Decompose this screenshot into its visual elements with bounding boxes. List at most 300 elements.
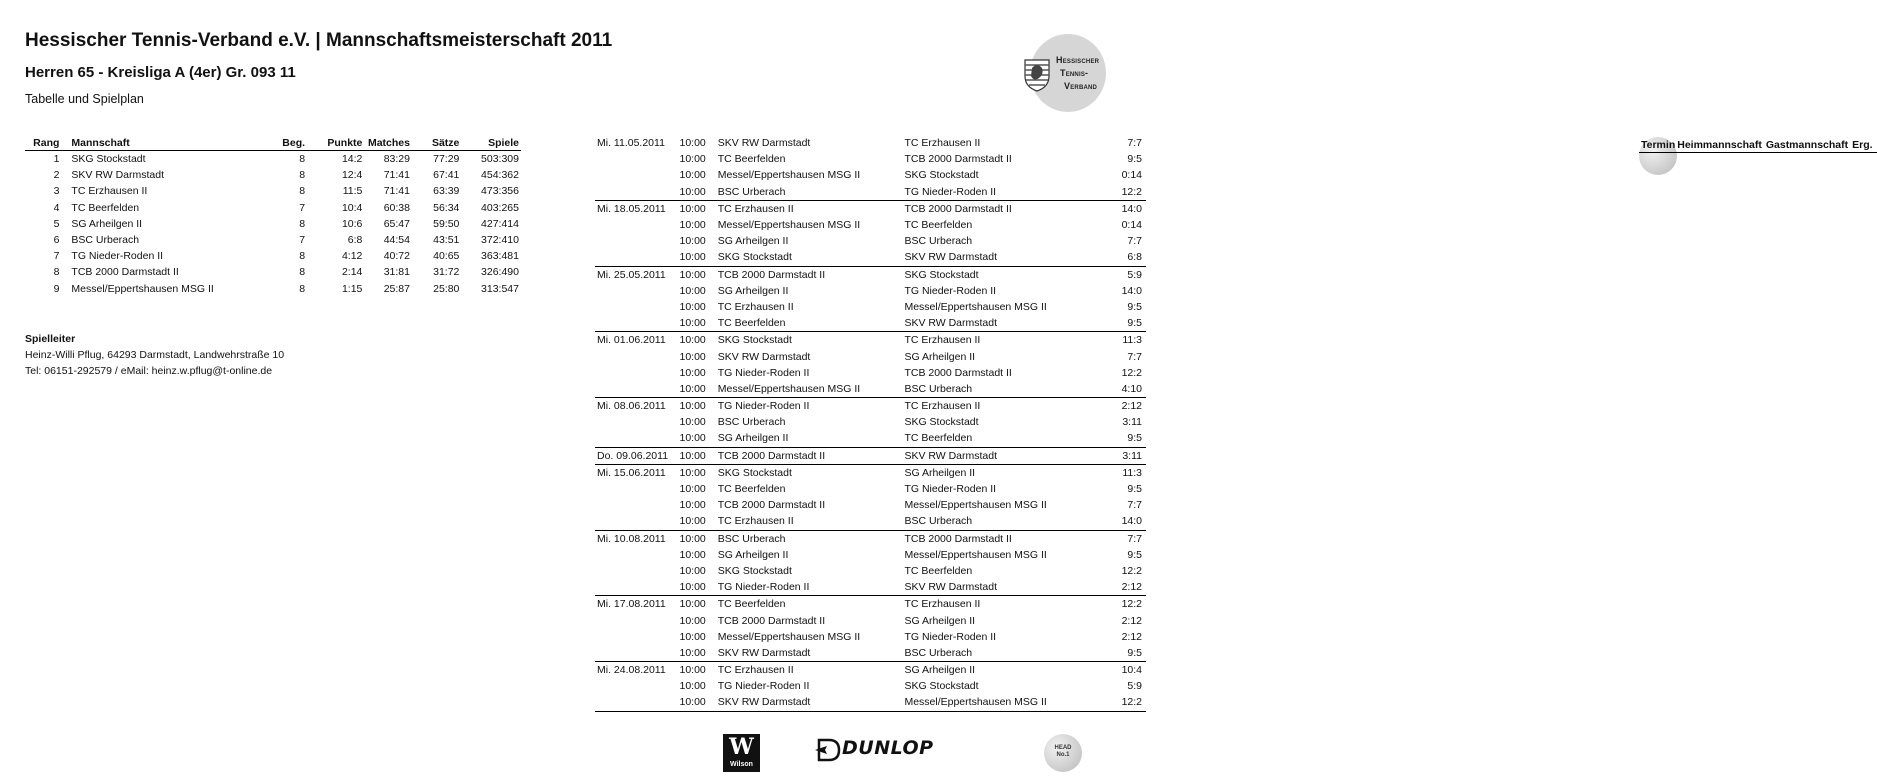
schedule-cell-result: 9:5	[1127, 646, 1142, 659]
schedule-cell-result: 14:0	[1121, 284, 1142, 297]
schedule-cell-home: TCB 2000 Darmstadt II	[717, 614, 826, 627]
schedule-cell-date: Do. 09.06.2011	[595, 447, 669, 464]
schedule-row	[595, 563, 1146, 579]
schedule-cell-guest: BSC Urberach	[904, 235, 973, 248]
schedule-cell-guest: TCB 2000 Darmstadt II	[904, 153, 1012, 166]
schedule-cell-result: 2:12	[1121, 630, 1142, 643]
standings-cell-spiele: 313:547	[481, 282, 519, 295]
standings-cell-matches: 44:54	[383, 234, 410, 247]
schedule-cell-home: TG Nieder-Roden II	[717, 366, 810, 379]
standings-row	[25, 232, 521, 248]
schedule-cell-time: 10:00	[669, 266, 716, 283]
schedule-cell-date	[595, 365, 669, 381]
schedule-row	[595, 135, 1146, 151]
league-subtitle: Herren 65 - Kreisliga A (4er) Gr. 093 11	[25, 64, 296, 81]
standings-cell-rang: 5	[53, 217, 60, 230]
schedule-cell-result: 14:0	[1121, 515, 1142, 528]
schedule-cell-time: 10:00	[679, 646, 706, 659]
schedule-cell-time: 10:00	[679, 614, 706, 627]
col-rang: Rang	[25, 135, 69, 151]
standings-cell-saetze: 56:34	[433, 201, 460, 214]
schedule-cell-result: 7:7	[1099, 530, 1146, 547]
schedule-cell-date: Mi. 08.06.2011	[595, 398, 669, 415]
schedule-cell-date: Mi. 24.08.2011	[595, 662, 669, 679]
standings-row	[25, 281, 521, 297]
schedule-row	[595, 612, 1146, 628]
standings-cell-saetze: 67:41	[433, 169, 460, 182]
schedule-cell-home: TG Nieder-Roden II	[717, 680, 810, 693]
schedule-cell-time: 10:00	[679, 696, 706, 709]
schedule-cell-home: SKV RW Darmstadt	[717, 646, 811, 659]
schedule-cell-date	[595, 381, 669, 398]
standings-cell-mannschaft: TG Nieder-Roden II	[71, 250, 164, 263]
schedule-cell-date	[595, 414, 669, 430]
standings-cell-punkte: 10:6	[341, 217, 363, 230]
schedule-row	[595, 233, 1146, 249]
schedule-cell-result: 2:12	[1121, 581, 1142, 594]
schedule-cell-home: TC Erzhausen II	[717, 300, 794, 313]
schedule-cell-time: 10:00	[679, 515, 706, 528]
schedule-row	[595, 579, 1146, 596]
schedule-cell-guest: TCB 2000 Darmstadt II	[902, 530, 1099, 547]
schedule-cell-result: 9:5	[1127, 483, 1142, 496]
schedule-cell-date: Mi. 11.05.2011	[597, 137, 665, 150]
schedule-cell-result: 12:2	[1121, 185, 1142, 198]
schedule-cell-home: TC Erzhausen II	[717, 515, 794, 528]
standings-cell-rang: 4	[53, 201, 60, 214]
schedule-cell-guest: TC Beerfelden	[904, 564, 973, 577]
schedule-cell-date: Mi. 15.06.2011	[595, 464, 669, 481]
standings-cell-punkte: 2:14	[341, 266, 363, 279]
schedule-cell-result: 2:12	[1099, 398, 1146, 415]
standings-table	[25, 135, 521, 297]
schedule-cell-home: TC Beerfelden	[716, 596, 903, 613]
schedule-cell-date	[595, 579, 669, 596]
schedule-cell-date: Mi. 18.05.2011	[595, 200, 669, 217]
head-line-1: HEAD	[1054, 745, 1072, 751]
schedule-cell-guest: TCB 2000 Darmstadt II	[904, 366, 1012, 379]
schedule-cell-date	[595, 430, 669, 447]
schedule-cell-guest: TC Beerfelden	[904, 219, 973, 232]
schedule-row	[595, 464, 1146, 481]
schedule-cell-home: SKV RW Darmstadt	[717, 137, 811, 150]
standings-header-row	[25, 135, 521, 151]
standings-cell-begegnungen: 8	[299, 169, 306, 182]
schedule-cell-result: 5:9	[1127, 680, 1142, 693]
schedule-row	[595, 629, 1146, 645]
schedule-cell-result: 7:7	[1127, 350, 1142, 363]
lion-crest-icon	[1022, 56, 1052, 92]
schedule-cell-time: 10:00	[679, 284, 706, 297]
standings-cell-spiele: 503:309	[481, 153, 519, 166]
spielleiter-contact	[25, 331, 284, 379]
schedule-cell-date	[595, 612, 669, 628]
schedule-cell-time: 10:00	[679, 483, 706, 496]
standings-cell-rang: 6	[53, 234, 60, 247]
schedule-cell-home: SG Arheilgen II	[717, 284, 789, 297]
schedule-cell-time: 10:00	[669, 596, 716, 613]
schedule-row	[595, 348, 1146, 364]
schedule-cell-guest: BSC Urberach	[904, 515, 973, 528]
schedule-cell-home: SKG Stockstadt	[716, 464, 903, 481]
standings-cell-spiele: 403:265	[481, 201, 519, 214]
schedule-cell-home: SG Arheilgen II	[717, 235, 789, 248]
schedule-cell-time: 10:00	[669, 662, 716, 679]
standings-cell-rang: 9	[53, 282, 60, 295]
schedule-cell-date	[595, 645, 669, 662]
head-ball-logo	[1044, 734, 1082, 772]
standings-cell-punkte: 14:2	[341, 153, 363, 166]
schedule-cell-result: 0:14	[1121, 219, 1142, 232]
schedule-cell-home: TCB 2000 Darmstadt II	[716, 447, 903, 464]
standings-cell-mannschaft: Messel/Eppertshausen MSG II	[71, 282, 214, 295]
schedule-cell-date: Mi. 10.08.2011	[595, 530, 669, 547]
schedule-row	[595, 694, 1146, 711]
schedule-row	[595, 513, 1146, 530]
wilson-text: Wilson	[730, 761, 753, 768]
schedule-cell-time: 10:00	[679, 235, 706, 248]
schedule-row	[595, 299, 1146, 315]
schedule-cell-time: 10:00	[679, 366, 706, 379]
contact-label: Spielleiter	[25, 333, 76, 345]
schedule-cell-time: 10:00	[679, 153, 706, 166]
schedule-cell-guest: SG Arheilgen II	[904, 614, 976, 627]
standings-cell-saetze: 59:50	[433, 217, 460, 230]
standings-cell-spiele: 372:410	[481, 234, 519, 247]
schedule-cell-home: SKV RW Darmstadt	[717, 696, 811, 709]
sponsor-logos	[0, 732, 1161, 780]
schedule-cell-date	[595, 547, 669, 563]
schedule-row	[595, 332, 1146, 349]
standings-cell-spiele: 473:356	[481, 185, 519, 198]
schedule-cell-guest: TG Nieder-Roden II	[904, 185, 997, 198]
schedule-cell-time: 10:00	[669, 447, 716, 464]
schedule-cell-home: BSC Urberach	[717, 185, 786, 198]
schedule-cell-time: 10:00	[669, 464, 716, 481]
schedule-row	[595, 217, 1146, 233]
schedule-cell-result: 7:7	[1127, 499, 1142, 512]
schedule-cell-result: 6:8	[1127, 251, 1142, 264]
schedule-cell-guest: TCB 2000 Darmstadt II	[902, 200, 1099, 217]
col-termin: Termin	[1641, 138, 1676, 151]
col-ergebnis: Erg.	[1850, 137, 1876, 153]
schedule-cell-home: Messel/Eppertshausen MSG II	[717, 382, 861, 395]
schedule-cell-guest: SG Arheilgen II	[902, 662, 1099, 679]
schedule-row	[595, 398, 1146, 415]
standings-cell-rang: 2	[53, 169, 60, 182]
schedule-cell-result: 10:4	[1099, 662, 1146, 679]
schedule-cell-time: 10:00	[679, 680, 706, 693]
standings-cell-mannschaft: TCB 2000 Darmstadt II	[71, 266, 179, 279]
schedule-row	[595, 645, 1146, 662]
schedule-cell-home: SKV RW Darmstadt	[717, 350, 811, 363]
col-spiele: Spiele	[461, 135, 521, 151]
schedule-cell-guest: SKG Stockstadt	[904, 680, 979, 693]
schedule-cell-date	[595, 217, 669, 233]
schedule-cell-result: 14:0	[1099, 200, 1146, 217]
schedule-row	[595, 481, 1146, 497]
schedule-cell-home: SKG Stockstadt	[716, 332, 903, 349]
col-punkte: Punkte	[315, 135, 364, 151]
col-matches: Matches	[364, 135, 412, 151]
schedule-cell-time: 10:00	[679, 300, 706, 313]
schedule-row	[595, 184, 1146, 201]
schedule-row	[595, 596, 1146, 613]
standings-cell-mannschaft: SG Arheilgen II	[71, 217, 143, 230]
col-gastmannschaft: Gastmannschaft	[1765, 138, 1849, 151]
schedule-cell-time: 10:00	[669, 332, 716, 349]
standings-cell-spiele: 363:481	[481, 250, 519, 263]
schedule-cell-result: 12:2	[1121, 564, 1142, 577]
schedule-cell-home: Messel/Eppertshausen MSG II	[717, 630, 861, 643]
contact-address: Heinz-Willi Pflug, 64293 Darmstadt, Landwehrstraße 10	[25, 349, 285, 361]
schedule-row	[595, 167, 1146, 183]
schedule-cell-result: 9:5	[1127, 548, 1142, 561]
contact-phone-email: Tel: 06151-292579 / eMail: heinz.w.pflug@t-online.de	[25, 365, 273, 377]
standings-cell-begegnungen: 8	[299, 266, 306, 279]
schedule-cell-date	[595, 678, 669, 694]
schedule-cell-result: 9:5	[1127, 300, 1142, 313]
schedule-cell-time: 10:00	[679, 382, 706, 395]
col-heimmannschaft: Heimmannschaft	[1677, 138, 1762, 151]
schedule-cell-result: 12:2	[1121, 366, 1142, 379]
schedule-cell-guest: TC Erzhausen II	[904, 137, 981, 150]
schedule-cell-time: 10:00	[679, 137, 706, 150]
schedule-cell-guest: TC Erzhausen II	[902, 332, 1099, 349]
standings-cell-begegnungen: 7	[299, 234, 306, 247]
col-mannschaft: Mannschaft	[69, 135, 269, 151]
schedule-cell-result: 11:3	[1099, 332, 1146, 349]
standings-cell-rang: 7	[53, 250, 60, 263]
standings-cell-rang: 8	[53, 266, 60, 279]
schedule-table	[595, 135, 1873, 712]
schedule-cell-guest: SKV RW Darmstadt	[904, 317, 998, 330]
schedule-cell-date	[595, 167, 669, 183]
schedule-cell-date: Mi. 25.05.2011	[595, 266, 669, 283]
page-title: Hessischer Tennis-Verband e.V. | Mannschaftsmeisterschaft 2011	[25, 30, 613, 51]
schedule-row	[595, 430, 1146, 447]
logo-line-2: Tennis-	[1060, 68, 1089, 78]
schedule-cell-time: 10:00	[679, 564, 706, 577]
schedule-cell-time: 10:00	[679, 219, 706, 232]
standings-row	[25, 183, 521, 199]
schedule-cell-guest: TG Nieder-Roden II	[904, 284, 997, 297]
schedule-cell-date	[595, 694, 669, 711]
schedule-cell-result: 12:2	[1121, 696, 1142, 709]
standings-cell-begegnungen: 8	[299, 250, 306, 263]
schedule-cell-guest: BSC Urberach	[904, 382, 973, 395]
schedule-row	[595, 315, 1146, 332]
schedule-cell-home: Messel/Eppertshausen MSG II	[717, 219, 861, 232]
schedule-row	[595, 678, 1146, 694]
schedule-cell-date	[595, 497, 669, 513]
schedule-cell-guest: TG Nieder-Roden II	[904, 483, 997, 496]
standings-cell-matches: 40:72	[383, 250, 410, 263]
standings-cell-saetze: 31:72	[433, 266, 460, 279]
wilson-logo	[723, 734, 760, 772]
schedule-cell-result: 5:9	[1099, 266, 1146, 283]
standings-cell-matches: 31:81	[383, 266, 410, 279]
standings-cell-spiele: 454:362	[481, 169, 519, 182]
schedule-cell-date	[595, 283, 669, 299]
schedule-cell-guest: SKV RW Darmstadt	[904, 251, 998, 264]
schedule-cell-date	[595, 348, 669, 364]
schedule-cell-date	[595, 151, 669, 167]
standings-cell-saetze: 77:29	[433, 153, 460, 166]
schedule-cell-home: TG Nieder-Roden II	[717, 581, 810, 594]
schedule-cell-result: 3:11	[1122, 416, 1142, 429]
schedule-cell-date	[595, 299, 669, 315]
standings-cell-begegnungen: 8	[299, 217, 306, 230]
standings-row	[25, 248, 521, 264]
schedule-cell-home: TC Erzhausen II	[716, 662, 903, 679]
schedule-cell-result: 9:5	[1127, 153, 1142, 166]
standings-cell-begegnungen: 8	[299, 282, 306, 295]
page-caption: Tabelle und Spielplan	[25, 92, 144, 106]
schedule-cell-guest: SKV RW Darmstadt	[904, 581, 998, 594]
schedule-cell-result: 9:5	[1127, 432, 1142, 445]
standings-row	[25, 200, 521, 216]
schedule-row	[595, 200, 1146, 217]
schedule-row	[595, 414, 1146, 430]
schedule-cell-home: BSC Urberach	[716, 530, 903, 547]
schedule-cell-result: 11:3	[1099, 464, 1146, 481]
schedule-row	[595, 283, 1146, 299]
schedule-cell-time: 10:00	[679, 317, 706, 330]
standings-cell-punkte: 4:12	[341, 250, 363, 263]
standings-cell-begegnungen: 8	[299, 153, 306, 166]
schedule-cell-result: 0:14	[1121, 169, 1142, 182]
schedule-cell-result: 9:5	[1127, 317, 1142, 330]
schedule-cell-home: SG Arheilgen II	[717, 432, 789, 445]
schedule-cell-result: 12:2	[1099, 596, 1146, 613]
schedule-cell-guest: SG Arheilgen II	[902, 464, 1099, 481]
schedule-cell-date: Mi. 17.08.2011	[595, 596, 669, 613]
schedule-row	[595, 497, 1146, 513]
schedule-cell-home: TC Beerfelden	[717, 483, 786, 496]
schedule-cell-guest: SKG Stockstadt	[904, 169, 979, 182]
standings-cell-punkte: 10:4	[341, 201, 363, 214]
schedule-header-row	[1639, 137, 1677, 175]
schedule-cell-guest: SG Arheilgen II	[904, 350, 976, 363]
schedule-row	[595, 530, 1146, 547]
dunlop-flying-d-icon	[815, 737, 841, 763]
schedule-cell-home: TC Beerfelden	[717, 317, 786, 330]
schedule-cell-time: 10:00	[679, 630, 706, 643]
standings-cell-matches: 71:41	[383, 169, 410, 182]
schedule-cell-time: 10:00	[679, 350, 706, 363]
schedule-cell-time: 10:00	[679, 432, 706, 445]
htv-logo	[1010, 34, 1122, 116]
standings-row	[25, 216, 521, 232]
dunlop-wordmark: DUNLOP	[842, 737, 934, 759]
logo-line-1: Hessischer	[1056, 55, 1100, 65]
standings-cell-punkte: 1:15	[341, 282, 363, 295]
standings-cell-spiele: 427:414	[481, 217, 519, 230]
schedule-row	[595, 547, 1146, 563]
schedule-cell-date	[595, 481, 669, 497]
schedule-cell-time: 10:00	[679, 499, 706, 512]
schedule-cell-guest: TC Erzhausen II	[902, 398, 1099, 415]
schedule-cell-result: 4:10	[1121, 382, 1142, 395]
standings-cell-matches: 83:29	[383, 153, 410, 166]
schedule-cell-time: 10:00	[669, 200, 716, 217]
schedule-cell-date	[595, 315, 669, 332]
schedule-row	[595, 662, 1146, 679]
schedule-cell-time: 10:00	[679, 169, 706, 182]
schedule-cell-result: 3:11	[1099, 447, 1146, 464]
standings-cell-mannschaft: TC Erzhausen II	[71, 185, 148, 198]
schedule-cell-guest: TG Nieder-Roden II	[904, 630, 997, 643]
schedule-cell-result: 2:12	[1121, 614, 1142, 627]
schedule-row	[595, 151, 1146, 167]
wilson-mark: W	[729, 734, 754, 760]
standings-cell-rang: 1	[53, 153, 60, 166]
schedule-cell-home: TG Nieder-Roden II	[716, 398, 903, 415]
schedule-cell-home: SKG Stockstadt	[717, 564, 792, 577]
standings-cell-rang: 3	[53, 185, 60, 198]
schedule-cell-date	[595, 249, 669, 266]
standings-row	[25, 167, 521, 183]
schedule-cell-home: TC Beerfelden	[717, 153, 786, 166]
schedule-cell-time: 10:00	[679, 185, 706, 198]
schedule-cell-time: 10:00	[679, 581, 706, 594]
standings-cell-begegnungen: 7	[299, 201, 306, 214]
schedule-cell-home: TCB 2000 Darmstadt II	[716, 266, 903, 283]
standings-cell-mannschaft: SKG Stockstadt	[71, 153, 146, 166]
standings-cell-mannschaft: SKV RW Darmstadt	[71, 169, 164, 182]
schedule-cell-date	[595, 629, 669, 645]
standings-cell-mannschaft: BSC Urberach	[71, 234, 140, 247]
standings-cell-begegnungen: 8	[299, 185, 306, 198]
schedule-cell-guest: Messel/Eppertshausen MSG II	[904, 300, 1047, 313]
schedule-cell-date: Mi. 01.06.2011	[595, 332, 669, 349]
schedule-cell-home: Messel/Eppertshausen MSG II	[717, 169, 861, 182]
standings-cell-saetze: 25:80	[433, 282, 460, 295]
standings-cell-mannschaft: TC Beerfelden	[71, 201, 140, 214]
schedule-cell-time: 10:00	[679, 548, 706, 561]
standings-cell-spiele: 326:490	[481, 266, 519, 279]
schedule-cell-date	[595, 184, 669, 201]
schedule-cell-guest: SKG Stockstadt	[902, 266, 1099, 283]
schedule-cell-time: 10:00	[679, 416, 706, 429]
schedule-cell-guest: BSC Urberach	[904, 646, 973, 659]
schedule-cell-guest: TC Erzhausen II	[902, 596, 1099, 613]
logo-text	[1056, 54, 1099, 93]
standings-cell-matches: 25:87	[383, 282, 410, 295]
schedule-cell-time: 10:00	[669, 530, 716, 547]
schedule-cell-guest: Messel/Eppertshausen MSG II	[904, 548, 1047, 561]
schedule-cell-home: TCB 2000 Darmstadt II	[717, 499, 826, 512]
standings-cell-saetze: 40:65	[433, 250, 460, 263]
standings-cell-saetze: 43:51	[433, 234, 460, 247]
schedule-cell-result: 7:7	[1127, 137, 1142, 150]
standings-row	[25, 151, 521, 168]
col-saetze: Sätze	[412, 135, 461, 151]
standings-cell-punkte: 6:8	[347, 234, 363, 247]
schedule-cell-home: SKG Stockstadt	[717, 251, 792, 264]
schedule-row	[595, 365, 1146, 381]
standings-cell-punkte: 11:5	[342, 185, 363, 198]
schedule-cell-home: BSC Urberach	[717, 416, 786, 429]
schedule-cell-guest: SKG Stockstadt	[904, 416, 979, 429]
col-begegnungen: Beg.	[270, 135, 315, 151]
schedule-cell-guest: Messel/Eppertshausen MSG II	[904, 696, 1047, 709]
schedule-cell-home: TC Erzhausen II	[716, 200, 903, 217]
schedule-cell-date	[595, 233, 669, 249]
standings-cell-matches: 71:41	[383, 185, 410, 198]
schedule-cell-guest: Messel/Eppertshausen MSG II	[904, 499, 1047, 512]
